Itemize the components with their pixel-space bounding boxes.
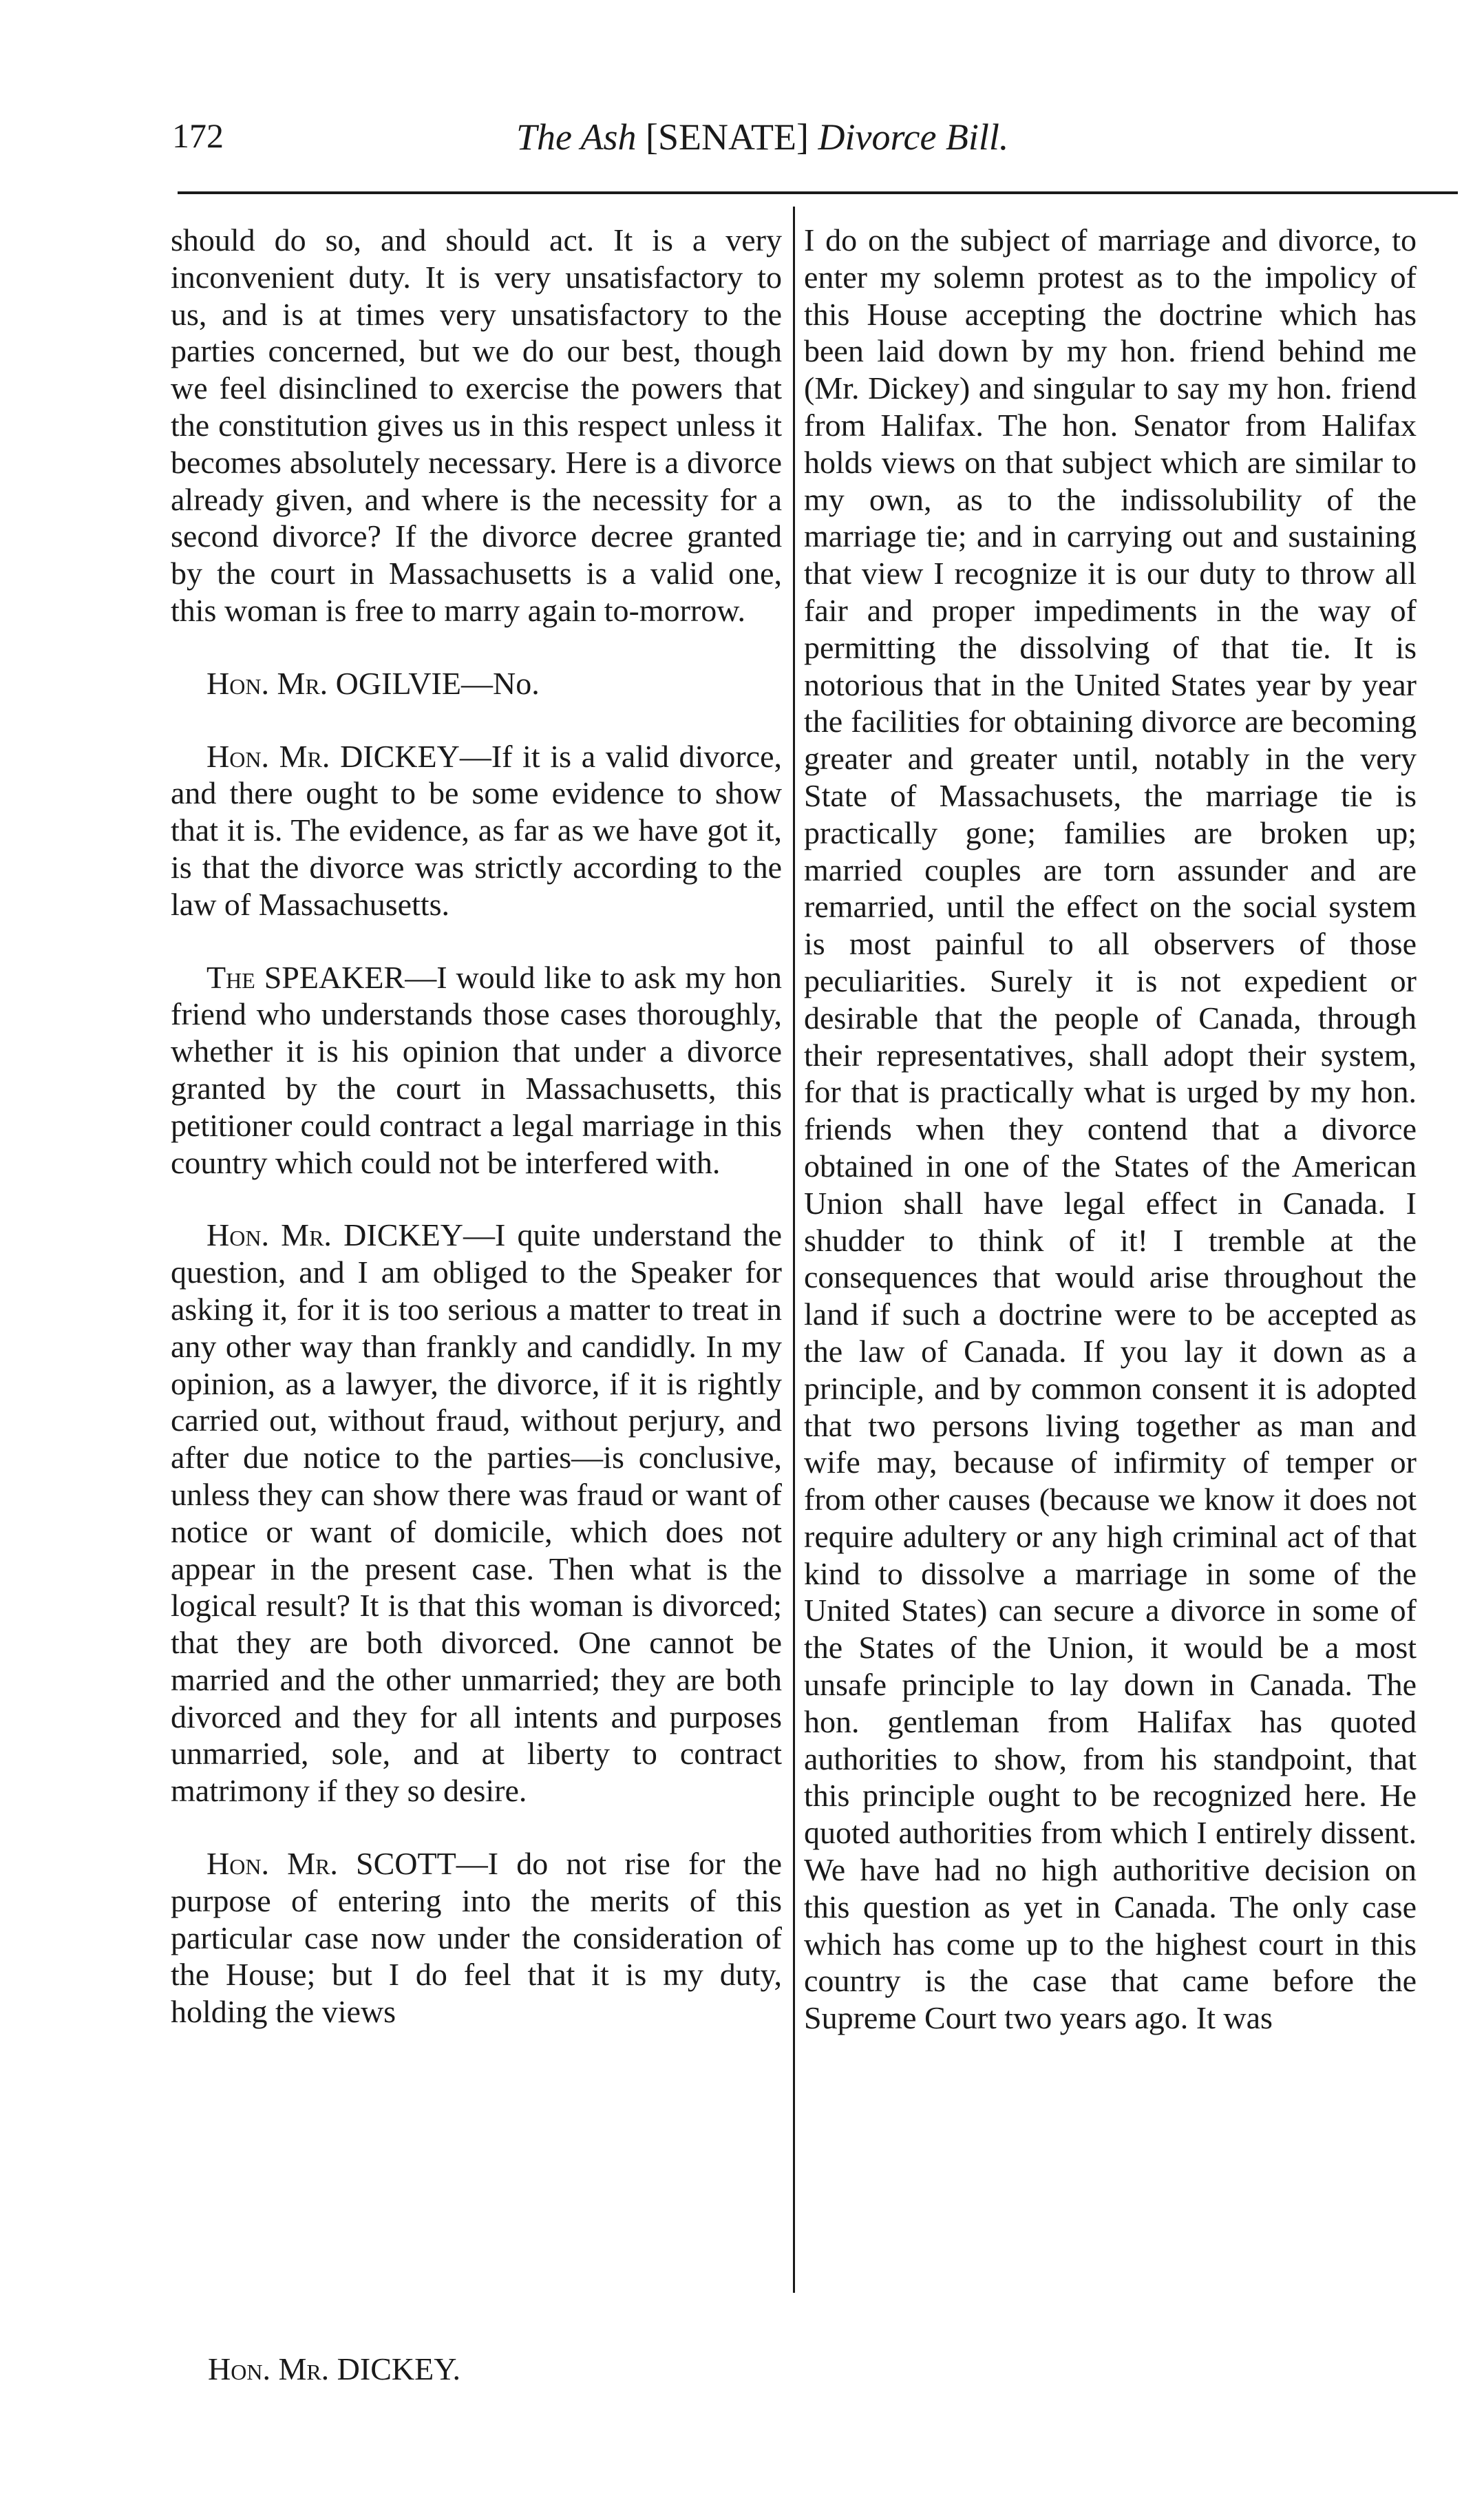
catchword: Hon. Mr. DICKEY.	[208, 2351, 461, 2386]
paragraph	[171, 222, 782, 629]
paragraph	[171, 1217, 782, 1809]
paragraph-text: —No.	[460, 665, 540, 701]
page-number: 172	[172, 116, 224, 155]
paragraph-text: I do on the subject of marriage and divorce, to enter my solemn protest as to the impolicy of this House accepting the doctrine which has been laid down by my hon. friend behind me (Mr. Dickey) and singular to say my hon. friend from Halifax. The hon. Senator from Halifax holds views on that subject which are similar to my own, as to the indissolubility of the marriage tie; and in carrying out and sustaining that view I recognize it is our duty to throw all fair and proper impediments in the way of permitting the dissolving of that tie. It is notorious that in the United States year by year the facilities for obtaining divorce are becoming greater and greater until, notably in the very State of Massachusets, the marriage tie is practically gone; families are broken up; married couples are torn assunder and are remarried, until the effect on the social system is most painful to all observers of those peculiarities. Surely it is not expedient or desirable that the people of Canada, through their representatives, shall adopt their system, for that is practically what is urged by my hon. friends when they contend that a divorce obtained in one of the States of the American Union shall have legal effect in Canada. I shudder to think of it! I tremble at the consequences that would arise throughout the land if such a doctrine were to be accepted as the law of Canada. If you lay it down as a principle, and by common consent it is adopted that two persons living together as man and wife may, because of infirmity of temper or from other causes (because we know it does not require adultery or any high criminal act of that kind to dissolve a marriage in some of the United States) can secure a divorce in some of the States of the Union, it would be a most unsafe principle to lay down in Canada. The hon. gentleman from Halifax has quoted authorities to show, from his standpoint, that this principle ought to be recognized here. He quoted authorities from which I entirely dissent. We have had no high authoritive decision on this question as yet in Canada. The only case which has come up to the highest court in this country is the case that came before the Supreme Court two years ago. It was	[804, 222, 1417, 2036]
paragraph	[171, 959, 782, 1182]
paragraph-text: should do so, and should act. It is a very inconvenient duty. It is very unsatisfactory to us, and is at times very unsatisfactory to the parties concerned, but we do our best, though we feel disinclined to exercise the powers that the constitution gives us in this respect unless it becomes absolutely necessary. Here is a divorce already given, and where is the necessity for a second divorce? If the divorce decree granted by the court in Massachusetts is a valid one, this woman is free to marry again to-morrow.	[171, 222, 782, 628]
running-title-part3: Divorce Bill.	[818, 116, 1009, 158]
paragraph-text: —If it is a valid divorce, and there ought to be some evidence to show that it is. The evidence, as far as we have got it, is that the divorce was strictly according to the law of Massachusetts.	[171, 738, 782, 922]
running-title	[516, 116, 1008, 158]
column-divider	[793, 207, 795, 2293]
paragraph	[171, 665, 782, 702]
paragraph	[171, 738, 782, 923]
right-column	[804, 222, 1417, 2037]
speaker-name: The SPEAKER	[206, 959, 405, 995]
paragraph-text: —I would like to ask my hon friend who understands those cases thoroughly, whether it is his opinion that under a divorce granted by the court in Massachusetts, this petitioner could contract a legal marriage in this country which could not be interfered with.	[171, 959, 782, 1180]
paragraph-text: —I do not rise for the purpose of entering into the merits of this particular case now under the consideration of the House; but I do feel that it is my duty, holding the views	[171, 1846, 782, 2030]
running-title-part2: [SENATE]	[646, 116, 809, 158]
page-header	[172, 116, 1459, 171]
paragraph-text: —I quite understand the question, and I am obliged to the Speaker for asking it, for it is too serious a matter to treat in any other way than frankly and candidly. In my opinion, as a lawyer, the divorce, if it is rightly carried out, without fraud, without perjury, and after due notice to the parties—is conclusive, unless they can show there was fraud or want of notice or want of domicile, which does not appear in the present case. Then what is the logical result? It is that this woman is divorced; that they are both divorced. One cannot be married and the other unmarried; they are both divorced and they for all intents and purposes unmarried, sole, and at liberty to contract matrimony if they so desire.	[171, 1217, 782, 1809]
paragraph	[171, 1845, 782, 2030]
left-column	[171, 222, 782, 2030]
paragraph	[804, 222, 1417, 2037]
speaker-name: Hon. Mr. OGILVIE	[206, 665, 461, 701]
speaker-name: Hon. Mr. SCOTT	[206, 1846, 456, 1882]
speaker-name: Hon. Mr. DICKEY	[206, 738, 460, 774]
speaker-name: Hon. Mr. DICKEY	[206, 1217, 463, 1253]
running-title-part1: The Ash	[516, 116, 637, 158]
header-rule	[178, 191, 1458, 194]
